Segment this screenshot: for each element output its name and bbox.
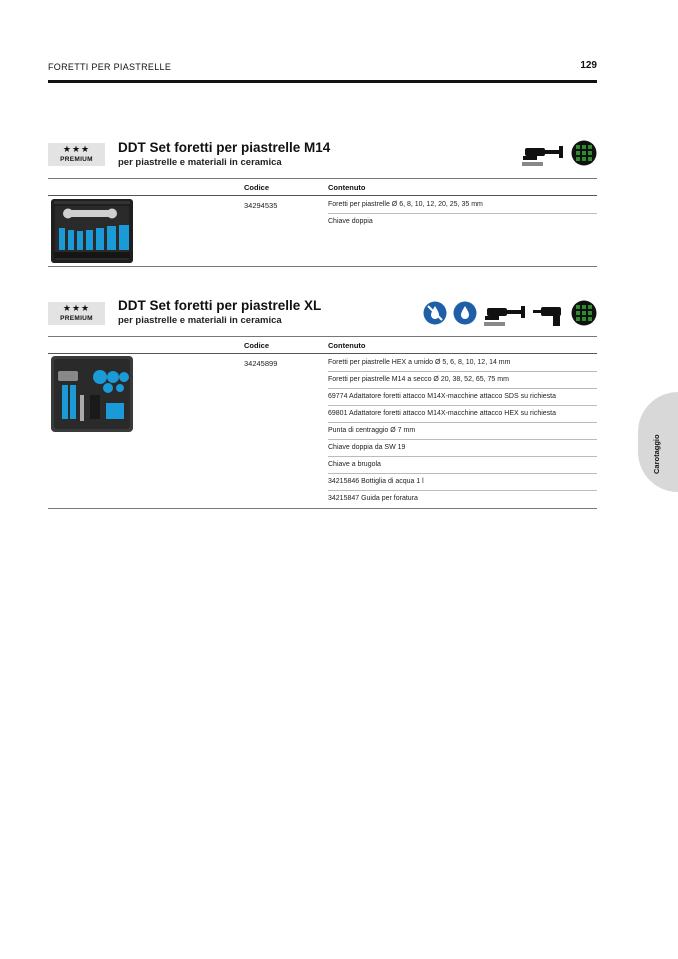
table-row: Foretti per piastrelle HEX a umido Ø 5, 6, 8, 10, 12, 14 mm: [328, 354, 597, 372]
badge-label: PREMIUM: [60, 315, 93, 322]
product-code: 34245899: [244, 359, 278, 368]
product-code: 34294535: [244, 201, 278, 210]
table-top-rule: [48, 336, 597, 337]
section-title: FORETTI PER PIASTRELLE: [48, 62, 172, 72]
angle-grinder-icon: [521, 140, 565, 166]
tile-material-icon: [571, 140, 597, 166]
table-row: Foretti per piastrelle Ø 6, 8, 10, 12, 20, 25, 35 mm: [328, 196, 597, 214]
stars-icon: ★★★: [62, 303, 91, 313]
page-header: [48, 60, 597, 83]
tool-icons: [521, 140, 597, 166]
badge-label: PREMIUM: [60, 156, 93, 163]
product-subtitle: per piastrelle e materiali in ceramica: [118, 315, 282, 326]
table-row: 69774 Adattatore foretti attacco M14X-macchine attacco SDS su richiesta: [328, 388, 597, 406]
page-number: 129: [580, 60, 597, 71]
col-header-code: Codice: [244, 183, 270, 192]
product-photo-case-m14: [50, 198, 134, 264]
product-block-m14: [48, 140, 597, 270]
table-row: 69801 Adattatore foretti attacco M14X-macchine attacco HEX su richiesta: [328, 405, 597, 423]
table-row: Punta di centraggio Ø 7 mm: [328, 422, 597, 440]
tool-icons: [423, 300, 597, 326]
col-header-code: Codice: [244, 341, 270, 350]
product-title: DDT Set foretti per piastrelle M14: [118, 140, 331, 155]
col-header-content: Contenuto: [328, 183, 366, 192]
side-tab-carotaggio[interactable]: [638, 392, 678, 492]
table-row: Foretti per piastrelle M14 a secco Ø 20, 38, 52, 65, 75 mm: [328, 371, 597, 389]
product-block-xl: [48, 297, 597, 512]
drill-icon: [533, 300, 565, 326]
table-row: Chiave doppia da SW 19: [328, 439, 597, 457]
table-row: Chiave doppia: [328, 218, 373, 225]
side-tab-label: Carotaggio: [652, 434, 661, 474]
no-water-icon: [423, 301, 447, 325]
table-row: 34215846 Bottiglia di acqua 1 l: [328, 473, 597, 491]
premium-badge: [48, 143, 105, 166]
premium-badge: [48, 302, 105, 325]
col-header-content: Contenuto: [328, 341, 366, 350]
water-cooling-icon: [453, 301, 477, 325]
product-photo-case-xl: [50, 355, 134, 433]
table-bottom-rule: [48, 266, 597, 267]
angle-grinder-icon: [483, 300, 527, 326]
product-subtitle: per piastrelle e materiali in ceramica: [118, 157, 282, 168]
product-title: DDT Set foretti per piastrelle XL: [118, 298, 322, 313]
tile-material-icon: [571, 300, 597, 326]
table-bottom-rule: [48, 508, 597, 509]
table-top-rule: [48, 178, 597, 179]
table-row: 34215847 Guida per foratura: [328, 495, 418, 502]
table-row: Chiave a brugola: [328, 456, 597, 474]
stars-icon: ★★★: [62, 144, 91, 154]
